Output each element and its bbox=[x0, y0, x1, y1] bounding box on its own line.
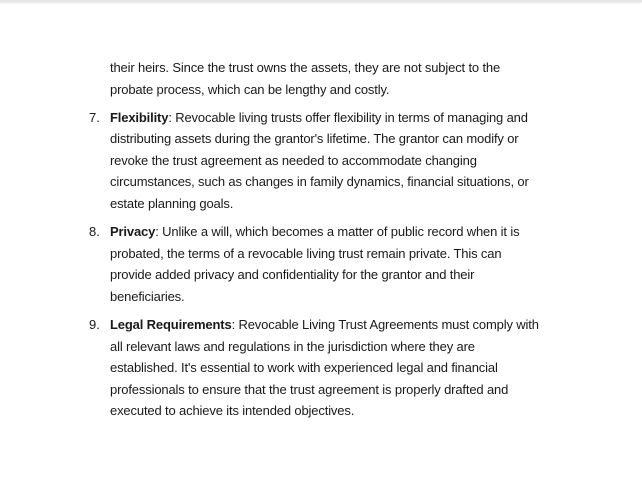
text-line: professionals to ensure that the trust agreement is properly drafted and bbox=[110, 381, 509, 397]
text-line: circumstances, such as changes in family dynamics, financial situations, or bbox=[110, 174, 529, 190]
document-page bbox=[0, 57, 642, 422]
item-label: Privacy bbox=[110, 224, 156, 240]
text-line: probated, the terms of a revocable living trust remain private. This can bbox=[110, 245, 502, 261]
list-number: 8. bbox=[89, 224, 100, 240]
item-label: Legal Requirements bbox=[110, 317, 232, 333]
text-line: established. It's essential to work with experienced legal and financial bbox=[110, 360, 498, 376]
text-line: provide added privacy and confidentiality for the grantor and their bbox=[110, 267, 475, 283]
text-line: all relevant laws and regulations in the jurisdiction where they are bbox=[110, 338, 475, 354]
text-line: distributing assets during the grantor's lifetime. The grantor can modify or bbox=[110, 131, 519, 147]
text-line: their heirs. Since the trust owns the assets, they are not subject to the bbox=[110, 60, 501, 75]
list-item-flexibility bbox=[0, 107, 642, 215]
text-line bbox=[110, 221, 642, 243]
item-text: : Revocable Living Trust Agreements must comply with bbox=[231, 317, 539, 333]
list-item-privacy bbox=[0, 221, 642, 307]
text-line: probate process, which can be lengthy and costly. bbox=[110, 81, 390, 97]
text-line: executed to achieve its intended objectives. bbox=[110, 403, 355, 419]
item-label: Flexibility bbox=[110, 109, 169, 125]
item-text: : Unlike a will, which becomes a matter of public record when it is bbox=[155, 224, 520, 240]
list-number: 7. bbox=[89, 109, 100, 125]
intro-paragraph bbox=[0, 57, 642, 100]
list-number: 9. bbox=[89, 317, 100, 333]
text-line bbox=[110, 314, 642, 336]
list-item-legal-requirements bbox=[0, 314, 642, 422]
page-top-edge bbox=[0, 0, 642, 2]
item-text: : Revocable living trusts offer flexibility in terms of managing and bbox=[168, 109, 528, 125]
text-line: estate planning goals. bbox=[110, 196, 234, 212]
text-line: beneficiaries. bbox=[110, 288, 185, 304]
text-line: revoke the trust agreement as needed to accommodate changing bbox=[110, 152, 477, 168]
text-line bbox=[110, 107, 642, 129]
